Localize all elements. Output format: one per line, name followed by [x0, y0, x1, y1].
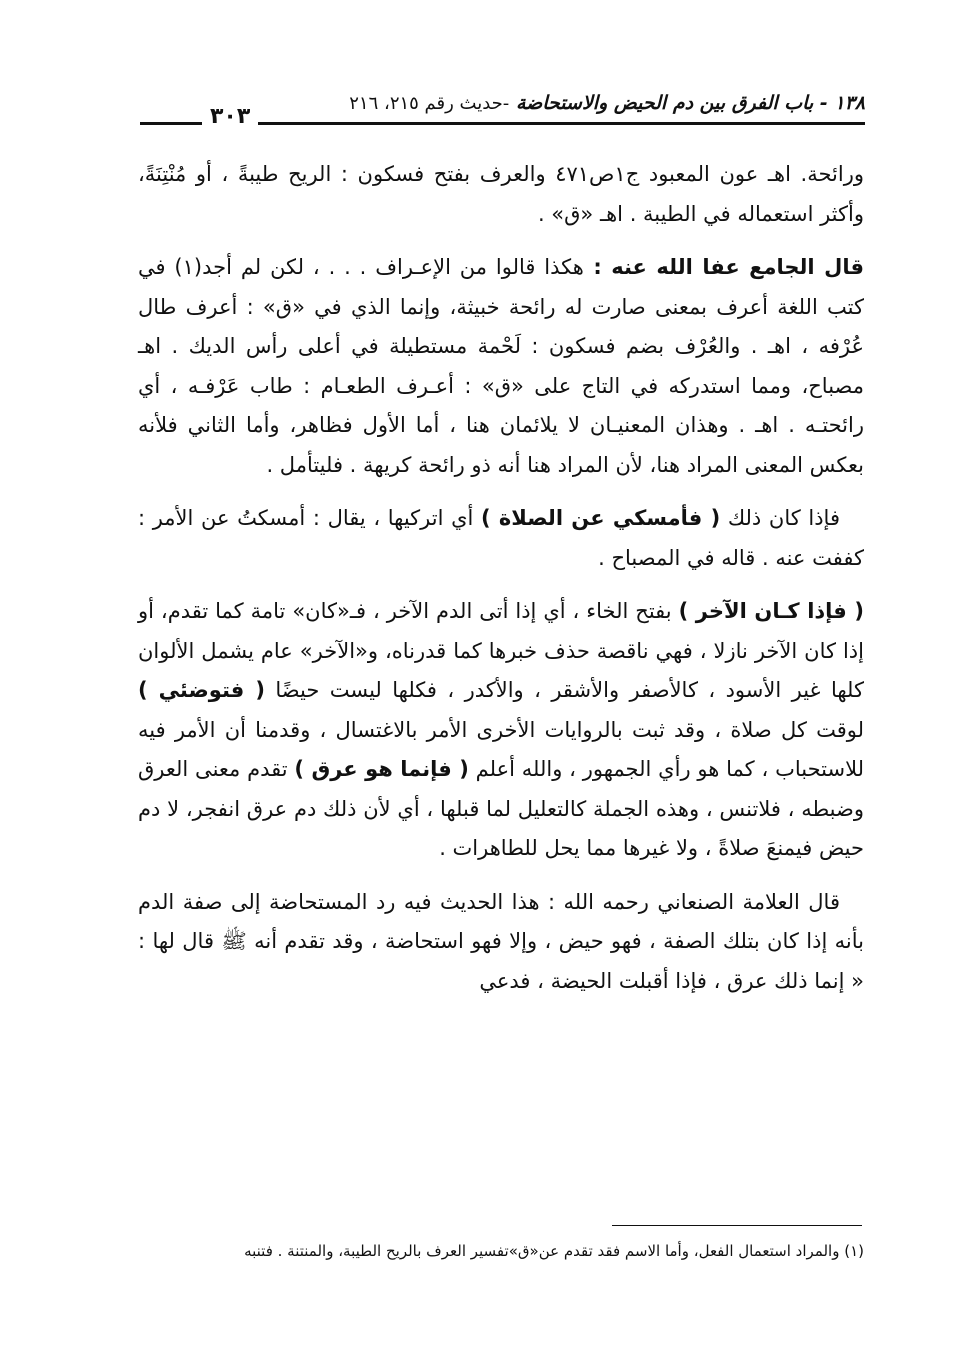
paragraph-text: تقدم معنى العرق وضبطه ، فلاتنس ، وهذه الجملة كالتعليل لما قبلها ، أي لأن ذلك دم عرق انفجر، لا دم حيض فيمنعَ صلاةً ، ولا غيرها مما يحل للطاهرات .: [138, 757, 864, 860]
paragraph-3: [138, 499, 864, 578]
paragraph-text: بفتح الخاء ، أي إذا أتى الدم الآخر ، فـ«كان» تامة كما تقدم، أو إذا كان الآخر نازلا ، فهي ناقصة حذف خبرها كما قدرناه، و«الآخر» عام يشمل الألوان كلها غير الأسود ، كالأصفر والأشقر ، والأكدر ، فكلها ليست حيضًا: [138, 599, 864, 702]
paragraph-1: [138, 155, 864, 234]
hadith-numbers: -حديث رقم ٢١٥، ٢١٦: [349, 93, 510, 114]
paragraph-text: ورائحة. اهـ عون المعبود ج١ص٤٧١ والعرف بفتح فسكون : الريح طيبةً ، أو مُنْتِنَةً، وأكثر استعماله في الطيبة . اهـ «ق» .: [138, 162, 864, 226]
main-text: [138, 155, 864, 1015]
chapter-title: ١٣٨ - باب الفرق بين دم الحيض والاستحاضة: [515, 92, 865, 114]
paragraph-5: [138, 883, 864, 1002]
page-header: [140, 92, 865, 138]
hadith-quote: ( فأمسكي عن الصلاة ): [481, 506, 721, 530]
footnote-divider: [612, 1225, 862, 1226]
paragraph-text: قال العلامة الصنعاني رحمه الله : هذا الحديث فيه رد المستحاضة إلى صفة الدم بأنه إذا كان بتلك الصفة ، فهو حيض ، وإلا فهو استحاضة ، وقد تقدم أنه ﷺ قال لها : « إنما ذلك عرق ، فإذا أقبلت الحيضة ، فدعي: [138, 889, 864, 993]
paragraph-2: [138, 248, 864, 485]
page-number: ٣٠٣: [202, 104, 258, 129]
hadith-quote: ( فإذا كـان الآخر ): [678, 599, 864, 623]
paragraph-text: أي اتركيها ، يقال : أمسكتُ عن الأمر : كففت عنه . قاله في المصباح .: [138, 506, 864, 570]
hadith-quote: ( فإنما هو عرق ): [294, 757, 469, 781]
footnote: (١) والمراد استعمال الفعل، وأما الاسم فقد تقدم عن«ق»تفسير العرف بالريح الطيبة، والمنتنة . فتنبه: [244, 1242, 864, 1260]
running-title: [349, 92, 865, 114]
paragraph-text: فإذا كان ذلك: [720, 506, 840, 530]
paragraph-text: لوقت كل صلاة ، وقد ثبت بالروايات الأخرى الأمر بالاغتسال ، وقدمنا أن الأمر فيه للاستحباب ، كما هو رأي الجمهور ، والله أعلم: [138, 717, 865, 781]
paragraph-text: هكذا قالوا من الإعـراف . . . ، لكن لم أجد(١) في كتب اللغة أعرف بمعنى صارت له رائحة خبيثة، وإنما الذي في «ق» : أعرف طال عُرْفه ، اهـ . والعُرْف بضم فسكون : لَحْمة مستطيلة في أعلى رأس الديك . اهـ مصباح، ومما استدركه في التاج على «ق» : أعـرف الطعـام : طاب عَرْفـه ، أي رائحتـه . اهـ . وهذان المعنيـان لا يلائمان هنا ، أما الأول فظاهر، وأما الثاني فلأنه بعكس المعنى المراد هنا، لأن المراد هنا أنه ذو رائحة كريهة . فليتأمل .: [138, 255, 864, 477]
paragraph-4: [138, 592, 864, 869]
hadith-quote: ( فتوضئي ): [138, 678, 265, 702]
author-heading: قال الجامع عفا الله عنه :: [583, 255, 864, 279]
